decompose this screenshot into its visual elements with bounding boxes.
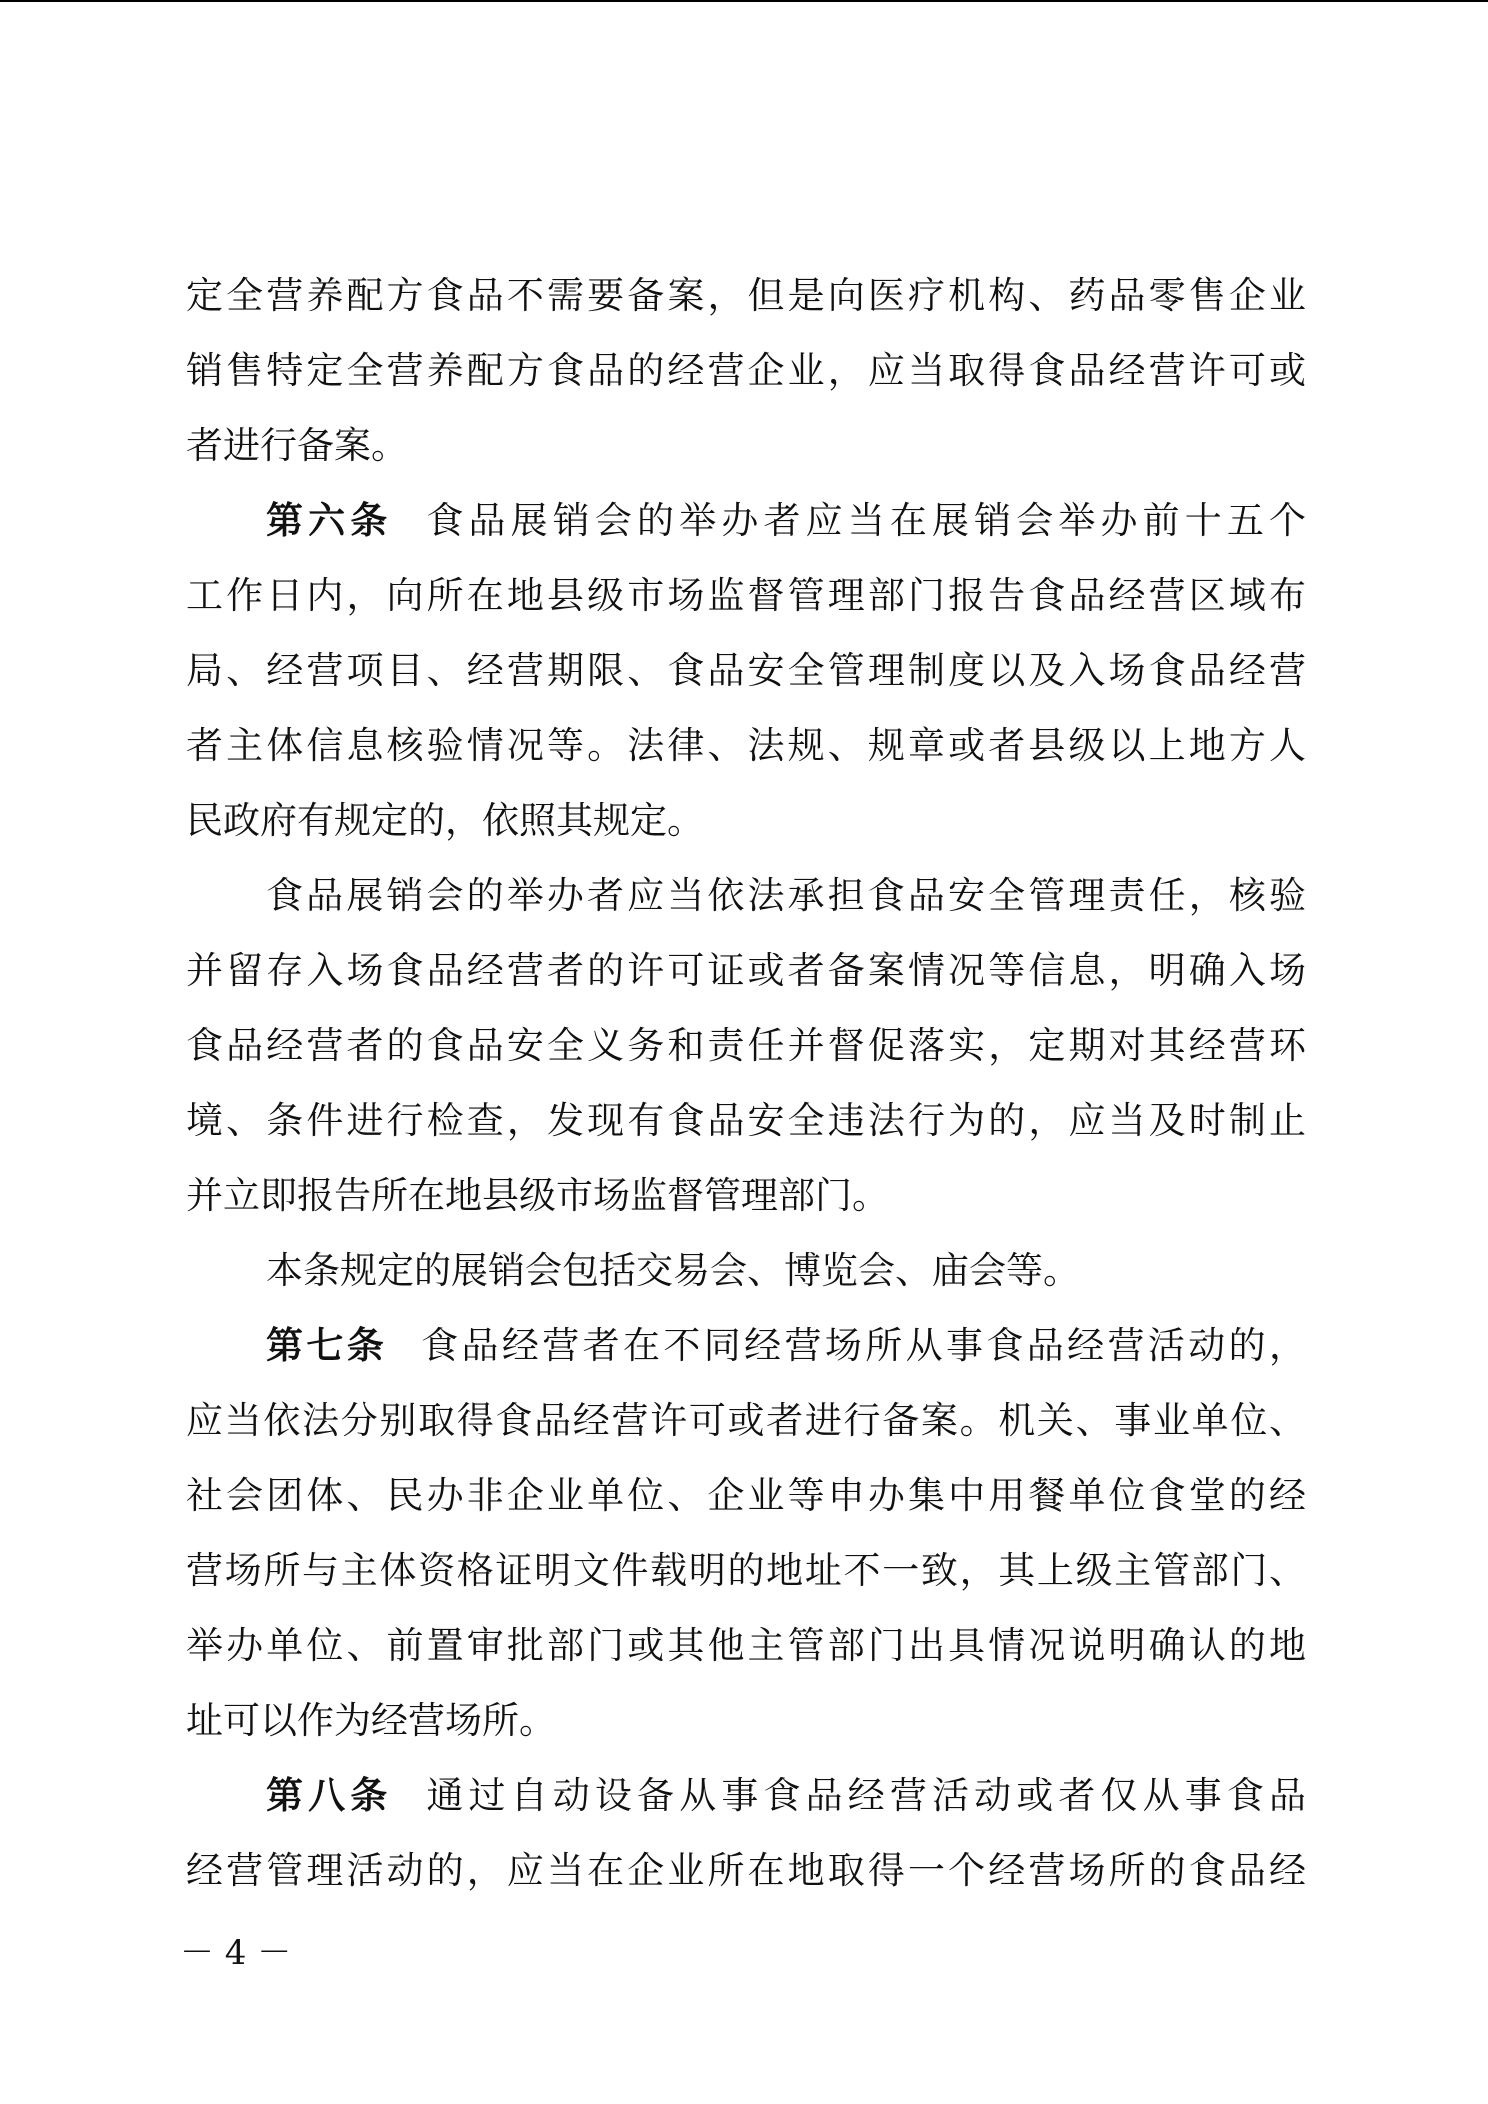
text-line: 并留存入场食品经营者的许可证或者备案情况等信息，明确入场 (186, 949, 1306, 992)
text-line: 境、条件进行检查，发现有食品安全违法行为的，应当及时制止 (186, 1099, 1306, 1142)
article-7-first-line (266, 1308, 1306, 1383)
page-number: － 4 － (180, 1933, 292, 1973)
text-line: 并立即报告所在地县级市场监督管理部门。 (186, 1174, 889, 1217)
text-line: 局、经营项目、经营期限、食品安全管理制度以及入场食品经营 (186, 649, 1306, 692)
text-line: 食品展销会的举办者应当在展销会举办前十五个 (426, 499, 1307, 542)
text-line: 本条规定的展销会包括交易会、博览会、庙会等。 (266, 1249, 1080, 1292)
article-6-first-line (266, 483, 1306, 558)
text-line: 销售特定全营养配方食品的经营企业，应当取得食品经营许可或 (186, 349, 1306, 392)
text-line: 食品展销会的举办者应当依法承担食品安全管理责任，核验 (266, 874, 1306, 917)
text-line: 食品经营者在不同经营场所从事食品经营活动的， (421, 1324, 1306, 1367)
text-line: 通过自动设备从事食品经营活动或者仅从事食品 (426, 1774, 1307, 1817)
text-line: 定全营养配方食品不需要备案，但是向医疗机构、药品零售企业 (186, 274, 1306, 317)
text-line: 经营管理活动的，应当在企业所在地取得一个经营场所的食品经 (186, 1849, 1306, 1892)
text-line: 者主体信息核验情况等。法律、法规、规章或者县级以上地方人 (186, 724, 1306, 767)
article-heading: 第六条 (266, 499, 393, 542)
article-heading: 第七条 (266, 1324, 388, 1367)
text-line: 食品经营者的食品安全义务和责任并督促落实，定期对其经营环 (186, 1024, 1306, 1067)
article-8-first-line (266, 1758, 1306, 1833)
text-line: 举办单位、前置审批部门或其他主管部门出具情况说明确认的地 (186, 1624, 1306, 1667)
text-line: 工作日内，向所在地县级市场监督管理部门报告食品经营区域布 (186, 574, 1306, 617)
text-line: 址可以作为经营场所。 (186, 1699, 556, 1742)
text-line: 应当依法分别取得食品经营许可或者进行备案。机关、事业单位、 (186, 1399, 1306, 1442)
article-heading: 第八条 (266, 1774, 393, 1817)
text-line: 民政府有规定的，依照其规定。 (186, 799, 704, 842)
text-line: 社会团体、民办非企业单位、企业等申办集中用餐单位食堂的经 (186, 1474, 1306, 1517)
text-line: 者进行备案。 (186, 424, 408, 467)
text-line: 营场所与主体资格证明文件载明的地址不一致，其上级主管部门、 (186, 1549, 1306, 1592)
